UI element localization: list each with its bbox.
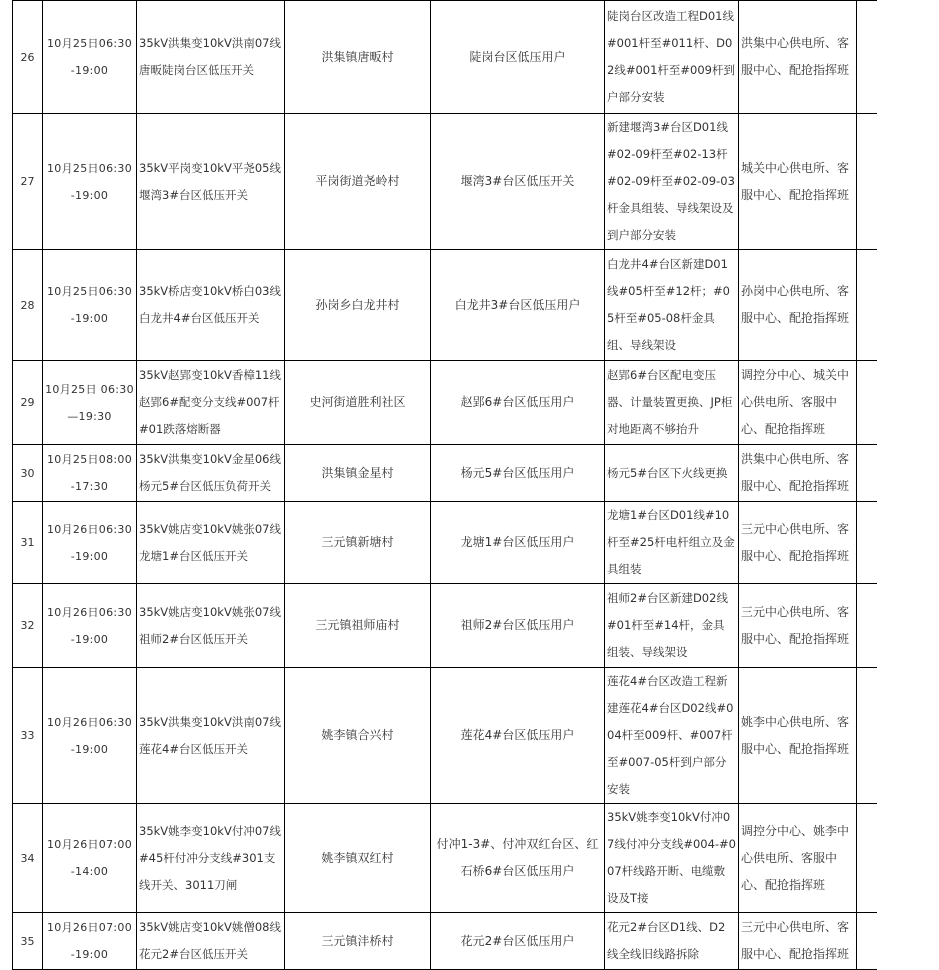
affected-area-cell: 龙塘1#台区低压用户 — [431, 502, 605, 584]
affected-area-cell: 堰湾3#台区低压开关 — [431, 114, 605, 250]
responsible-units-cell: 洪集中心供电所、客服中心、配抢指挥班 — [739, 445, 857, 502]
outage-time-cell: 10月25日 06:30—19:30 — [43, 361, 137, 445]
table-row — [13, 250, 877, 361]
responsible-units-cell: 三元中心供电所、客服中心、配抢指挥班 — [739, 584, 857, 668]
table-edge-cell — [857, 502, 877, 584]
outage-equipment-cell: 35kV洪集变10kV洪南07线唐畈陡岗台区低压开关 — [137, 1, 285, 114]
table-row — [13, 114, 877, 250]
table-row — [13, 804, 877, 913]
affected-area-cell: 杨元5#台区低压用户 — [431, 445, 605, 502]
responsible-units-cell: 姚李中心供电所、客服中心、配抢指挥班 — [739, 668, 857, 804]
responsible-units-cell: 三元中心供电所、客服中心、配抢指挥班 — [739, 502, 857, 584]
table-row — [13, 445, 877, 502]
table-edge-cell — [857, 361, 877, 445]
table-row — [13, 584, 877, 668]
outage-equipment-cell: 35kV桥店变10kV桥白03线白龙井4#台区低压开关 — [137, 250, 285, 361]
table-row — [13, 913, 877, 970]
outage-equipment-cell: 35kV赵郢变10kV香樟11线赵郢6#配变分支线#007杆#01跌落熔断器 — [137, 361, 285, 445]
outage-time-cell: 10月26日06:30-19:00 — [43, 584, 137, 668]
outage-equipment-cell: 35kV洪集变10kV洪南07线莲花4#台区低压开关 — [137, 668, 285, 804]
table-edge-cell — [857, 913, 877, 970]
outage-equipment-cell: 35kV姚店变10kV姚张07线龙塘1#台区低压开关 — [137, 502, 285, 584]
outage-time-cell: 10月26日06:30-19:00 — [43, 668, 137, 804]
work-content-cell: 莲花4#台区改造工程新建莲花4#台区D02线#004杆至009杆、#007杆至#007-05杆到户部分安装 — [605, 668, 739, 804]
responsible-units-cell: 洪集中心供电所、客服中心、配抢指挥班 — [739, 1, 857, 114]
table-edge-cell — [857, 114, 877, 250]
outage-time-cell: 10月26日06:30-19:00 — [43, 502, 137, 584]
outage-equipment-cell: 35kV洪集变10kV金星06线杨元5#台区低压负荷开关 — [137, 445, 285, 502]
row-number-cell: 26 — [13, 1, 43, 114]
affected-town-cell: 洪集镇唐畈村 — [285, 1, 431, 114]
table-edge-cell — [857, 250, 877, 361]
table-edge-cell — [857, 804, 877, 913]
row-number-cell: 31 — [13, 502, 43, 584]
responsible-units-cell: 孙岗中心供电所、客服中心、配抢指挥班 — [739, 250, 857, 361]
responsible-units-cell: 三元中心供电所、客服中心、配抢指挥班 — [739, 913, 857, 970]
affected-area-cell: 祖师2#台区低压用户 — [431, 584, 605, 668]
affected-area-cell: 赵郢6#台区低压用户 — [431, 361, 605, 445]
row-number-cell: 34 — [13, 804, 43, 913]
responsible-units-cell: 调控分中心、姚李中心供电所、客服中心、配抢指挥班 — [739, 804, 857, 913]
row-number-cell: 32 — [13, 584, 43, 668]
affected-town-cell: 三元镇新塘村 — [285, 502, 431, 584]
table-edge-cell — [857, 445, 877, 502]
affected-town-cell: 洪集镇金星村 — [285, 445, 431, 502]
work-content-cell: 35kV姚李变10kV付冲07线付冲分支线#004-#007杆线路开断、电缆敷设及T接 — [605, 804, 739, 913]
outage-time-cell: 10月25日08:00-17:30 — [43, 445, 137, 502]
outage-time-cell: 10月26日07:00-14:00 — [43, 804, 137, 913]
affected-town-cell: 三元镇祖师庙村 — [285, 584, 431, 668]
work-content-cell: 陡岗台区改造工程D01线#001杆至#011杆、D02线#001杆至#009杆到户部分安装 — [605, 1, 739, 114]
work-content-cell: 龙塘1#台区D01线#10杆至#25杆电杆组立及金具组装 — [605, 502, 739, 584]
affected-area-cell: 陡岗台区低压用户 — [431, 1, 605, 114]
table-edge-cell — [857, 668, 877, 804]
affected-area-cell: 付冲1-3#、付冲双红台区、红石桥6#台区低压用户 — [431, 804, 605, 913]
row-number-cell: 28 — [13, 250, 43, 361]
affected-town-cell: 三元镇沣桥村 — [285, 913, 431, 970]
table-row — [13, 668, 877, 804]
row-number-cell: 30 — [13, 445, 43, 502]
affected-town-cell: 姚李镇双红村 — [285, 804, 431, 913]
outage-time-cell: 10月26日07:00-19:00 — [43, 913, 137, 970]
outage-equipment-cell: 35kV姚店变10kV姚张07线祖师2#台区低压开关 — [137, 584, 285, 668]
work-content-cell: 白龙井4#台区新建D01线#05杆至#12杆；#05杆至#05-08杆金具组、导线架设 — [605, 250, 739, 361]
work-content-cell: 杨元5#台区下火线更换 — [605, 445, 739, 502]
responsible-units-cell: 调控分中心、城关中心供电所、客服中心、配抢指挥班 — [739, 361, 857, 445]
affected-town-cell: 史河街道胜利社区 — [285, 361, 431, 445]
affected-area-cell: 莲花4#台区低压用户 — [431, 668, 605, 804]
outage-time-cell: 10月25日06:30-19:00 — [43, 250, 137, 361]
outage-equipment-cell: 35kV姚李变10kV付冲07线#45杆付冲分支线#301支线开关、3011刀闸 — [137, 804, 285, 913]
outage-equipment-cell: 35kV平岗变10kV平尧05线堰湾3#台区低压开关 — [137, 114, 285, 250]
outage-time-cell: 10月25日06:30-19:00 — [43, 1, 137, 114]
outage-time-cell: 10月25日06:30-19:00 — [43, 114, 137, 250]
work-content-cell: 祖师2#台区新建D02线#01杆至#14杆，金具组装、导线架设 — [605, 584, 739, 668]
table-row — [13, 1, 877, 114]
table-edge-cell — [857, 584, 877, 668]
responsible-units-cell: 城关中心供电所、客服中心、配抢指挥班 — [739, 114, 857, 250]
table-row — [13, 361, 877, 445]
outage-equipment-cell: 35kV姚店变10kV姚僧08线花元2#台区低压开关 — [137, 913, 285, 970]
work-content-cell: 新建堰湾3#台区D01线#02-09杆至#02-13杆#02-09杆至#02-09-03杆金具组装、导线架设及到户部分安装 — [605, 114, 739, 250]
work-content-cell: 花元2#台区D1线、D2线全线旧线路拆除 — [605, 913, 739, 970]
table-edge-cell — [857, 1, 877, 114]
affected-area-cell: 花元2#台区低压用户 — [431, 913, 605, 970]
outage-schedule-table — [12, 0, 877, 970]
table-row — [13, 502, 877, 584]
work-content-cell: 赵郢6#台区配电变压器、计量装置更换、JP柜对地距离不够抬升 — [605, 361, 739, 445]
affected-town-cell: 平岗街道尧岭村 — [285, 114, 431, 250]
row-number-cell: 33 — [13, 668, 43, 804]
row-number-cell: 35 — [13, 913, 43, 970]
row-number-cell: 29 — [13, 361, 43, 445]
affected-town-cell: 孙岗乡白龙井村 — [285, 250, 431, 361]
affected-town-cell: 姚李镇合兴村 — [285, 668, 431, 804]
affected-area-cell: 白龙井3#台区低压用户 — [431, 250, 605, 361]
row-number-cell: 27 — [13, 114, 43, 250]
